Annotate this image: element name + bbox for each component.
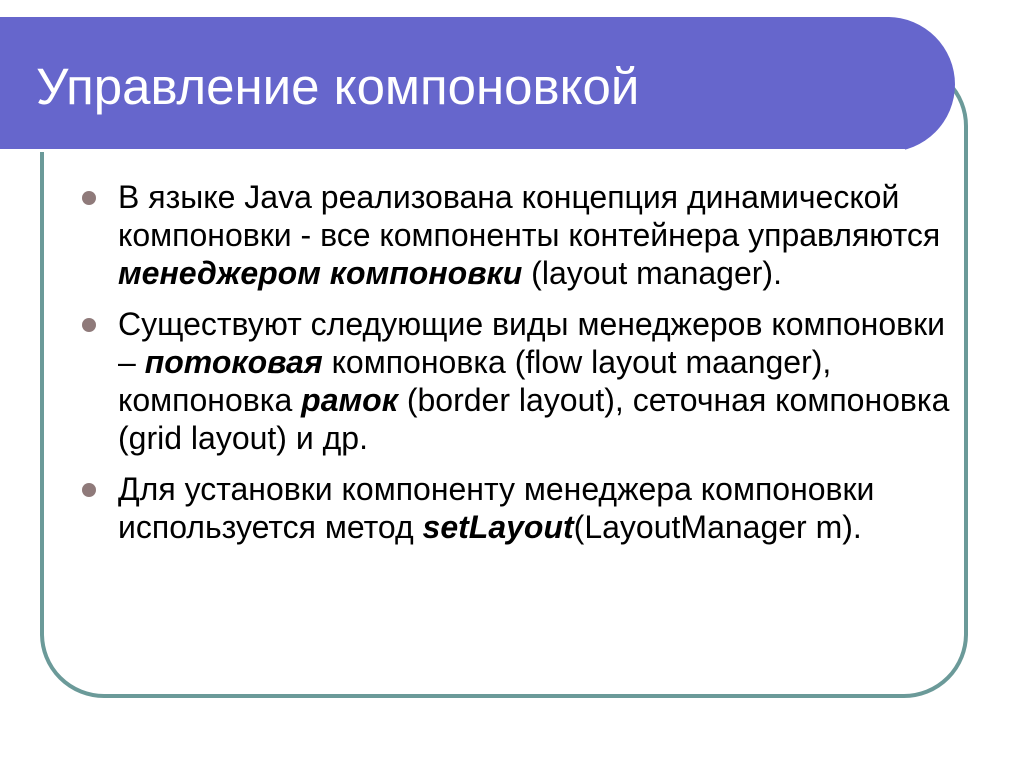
bullet-item bbox=[80, 305, 950, 457]
bullet-icon bbox=[82, 318, 96, 332]
bullet-item bbox=[80, 178, 950, 292]
emphasized-term: рамок bbox=[301, 382, 398, 418]
bullet-text-run: Для установки компоненту менеджера компоновки используется метод bbox=[118, 471, 875, 545]
title-bar bbox=[0, 17, 955, 152]
slide-title: Управление компоновкой bbox=[36, 58, 640, 115]
bullet-text-run: (layout manager). bbox=[522, 255, 782, 291]
bullet-list bbox=[80, 178, 950, 559]
emphasized-term: менеджером компоновки bbox=[118, 255, 523, 291]
bullet-text-run: компоновка (flow layout maanger), компоновка bbox=[118, 344, 832, 418]
bullet-text bbox=[118, 179, 940, 291]
emphasized-term: потоковая bbox=[144, 344, 323, 380]
bullet-text bbox=[118, 306, 949, 456]
title-underline bbox=[0, 149, 905, 152]
bullet-text-run: В языке Java реализована концепция динамической компоновки - все компоненты контейнера управляются bbox=[118, 179, 941, 253]
bullet-icon bbox=[82, 191, 96, 205]
bullet-icon bbox=[82, 483, 96, 497]
bullet-text-run: Существуют следующие виды менеджеров компоновки – bbox=[118, 306, 945, 380]
bullet-text-run: (border layout), сеточная компоновка (grid layout) и др. bbox=[118, 382, 950, 456]
bullet-text-run: (LayoutManager m). bbox=[573, 509, 862, 545]
bullet-text bbox=[118, 471, 874, 545]
emphasized-term: setLayout bbox=[422, 509, 574, 545]
bullet-item bbox=[80, 470, 950, 546]
